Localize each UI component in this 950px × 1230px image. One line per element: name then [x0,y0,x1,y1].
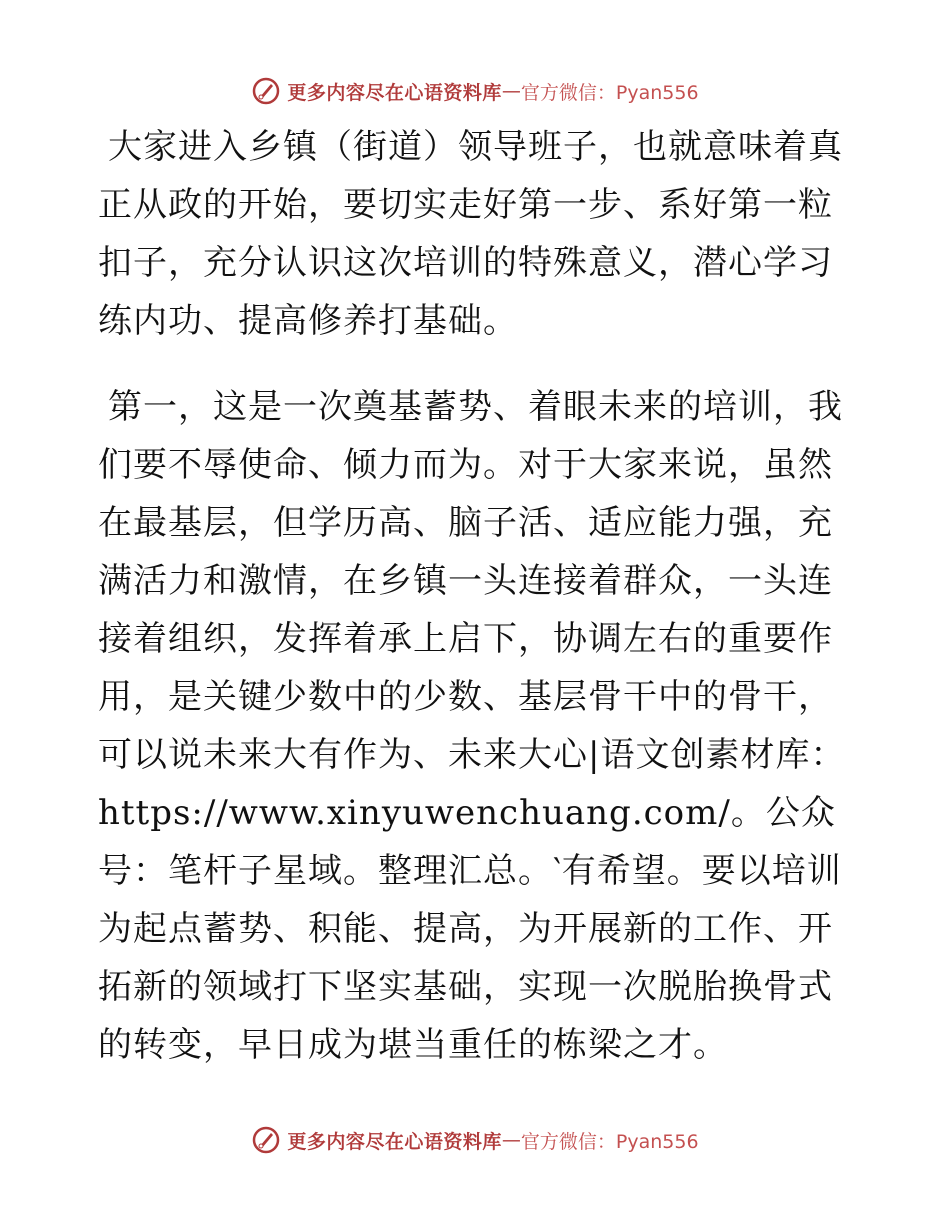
header-banner [0,71,950,111]
banner-wechat-text: 官方微信：Pyan556 [520,81,699,104]
document-body [98,118,858,1074]
banner-wechat-text: 官方微信：Pyan556 [520,1130,699,1153]
footer-banner [0,1120,950,1160]
paragraph-first-point: 第一，这是一次奠基蓄势、着眼未来的培训，我们要不辱使命、倾力而为。对于大家来说，虽然在最基层，但学历高、脑子活、适应能力强，充满活力和激情，在乡镇一头连接着群众，一头连接着组织，发挥着承上启下，协调左右的重要作用，是关键少数中的少数、基层骨干中的骨干，可以说未来大有作为、未来大心|语文创素材库：https://www.xinyuwenchuang.com/。公众号：笔杆子星域。整理汇总。‵有希望。要以培训为起点蓄势、积能、提高，为开展新的工作、开拓新的领域打下坚实基础，实现一次脱胎换骨式的转变，早日成为堪当重任的栋梁之才。 [98,387,846,1065]
quill-logo-icon [251,1125,281,1155]
banner-main-text: 更多内容尽在心语资料库 [287,1130,502,1153]
banner-separator: — [501,80,521,102]
banner-separator: — [501,1129,521,1151]
banner-main-text: 更多内容尽在心语资料库 [287,81,502,104]
quill-logo-icon [251,76,281,106]
paragraph-intro: 大家进入乡镇（街道）领导班子，也就意味着真正从政的开始，要切实走好第一步、系好第一粒扣子，充分认识这次培训的特殊意义，潜心学习练内功、提高修养打基础。 [98,127,843,341]
